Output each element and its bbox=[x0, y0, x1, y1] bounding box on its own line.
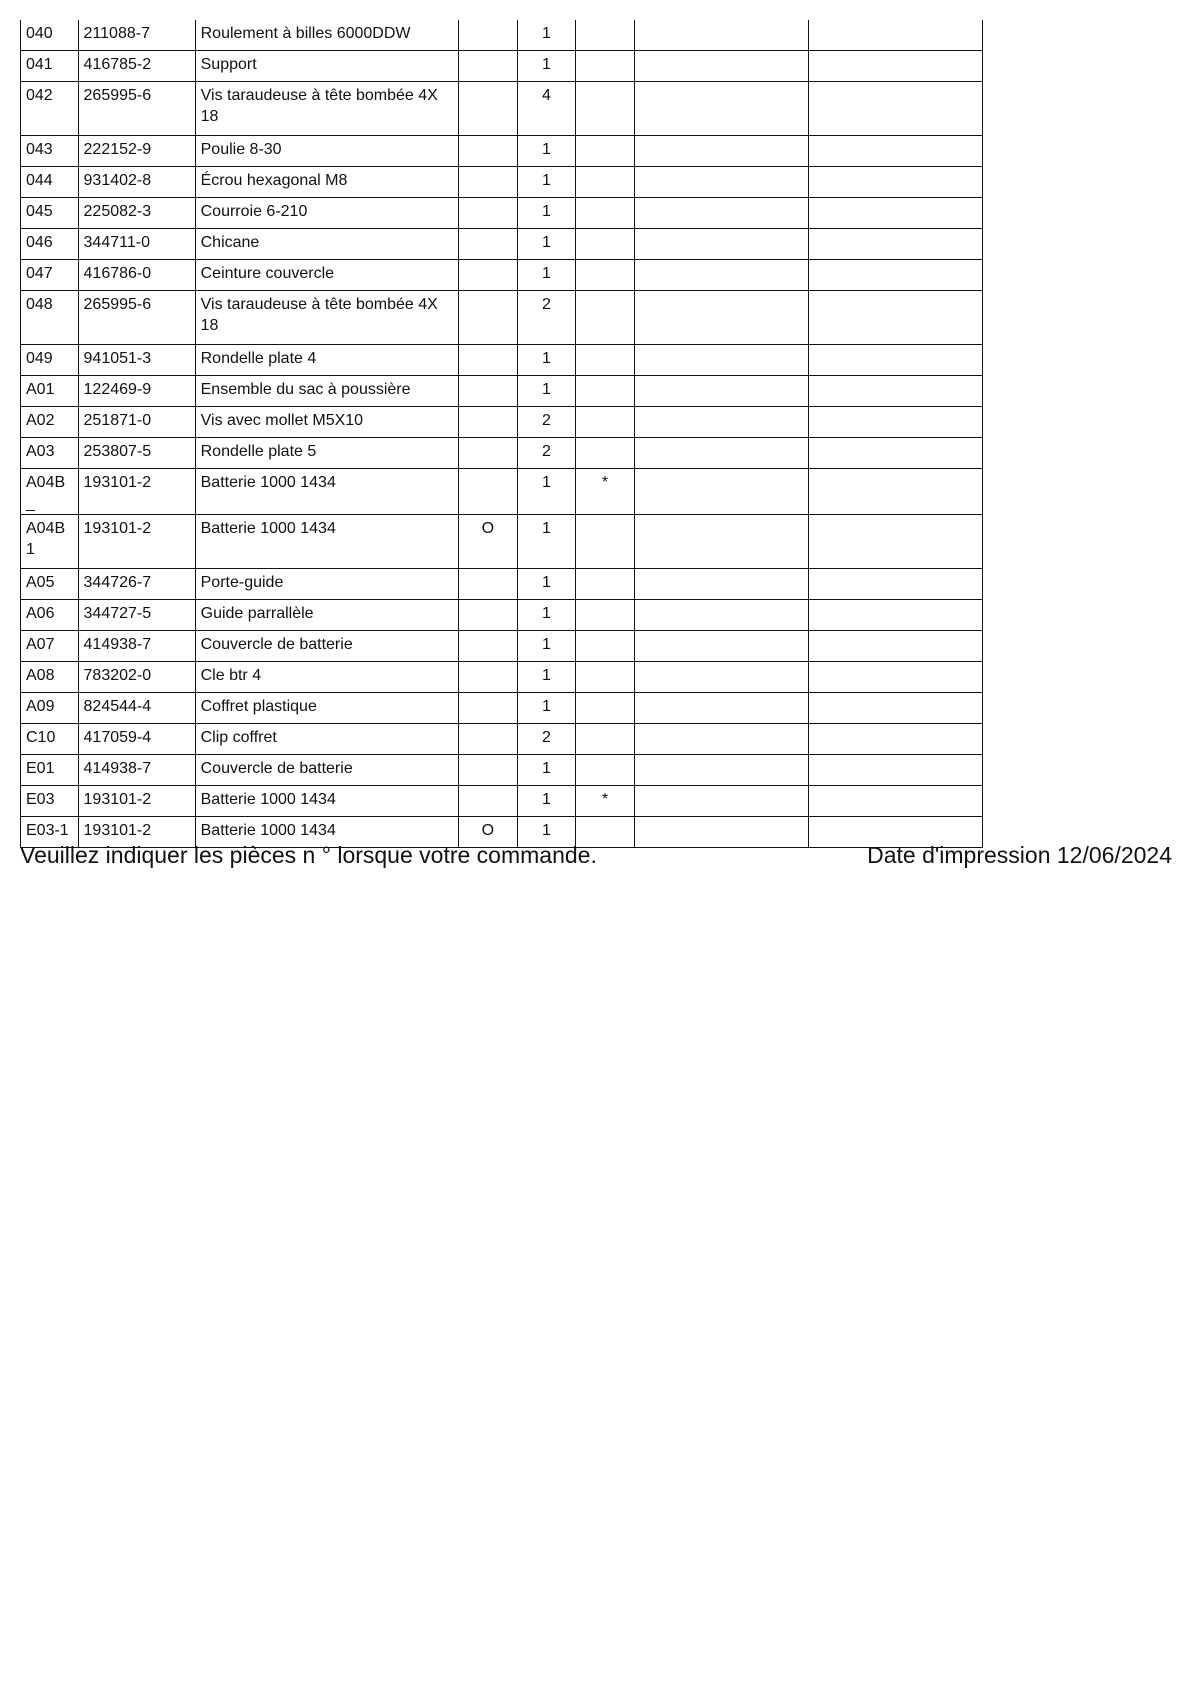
part-reference-cell: 253807-5 bbox=[78, 438, 195, 469]
mark-cell bbox=[576, 600, 635, 631]
option-cell bbox=[459, 82, 518, 136]
mark-cell bbox=[576, 82, 635, 136]
print-date: Date d'impression 12/06/2024 bbox=[867, 842, 1172, 868]
option-cell bbox=[459, 600, 518, 631]
part-reference-cell: 193101-2 bbox=[78, 786, 195, 817]
item-number-cell: 044 bbox=[21, 167, 79, 198]
empty-cell bbox=[809, 438, 983, 469]
part-reference-cell: 344726-7 bbox=[78, 569, 195, 600]
description-cell: Batterie 1000 1434 bbox=[195, 786, 458, 817]
part-reference-cell: 193101-2 bbox=[78, 817, 195, 848]
mark-cell bbox=[576, 724, 635, 755]
quantity-cell: 4 bbox=[517, 82, 576, 136]
option-cell bbox=[459, 51, 518, 82]
empty-cell bbox=[809, 662, 983, 693]
description-cell: Chicane bbox=[195, 229, 458, 260]
mark-cell bbox=[576, 229, 635, 260]
item-number-cell: C10 bbox=[21, 724, 79, 755]
item-number-cell: A01 bbox=[21, 376, 79, 407]
item-number-cell: A04B_ bbox=[21, 469, 79, 515]
empty-cell bbox=[809, 291, 983, 345]
item-number-cell: E03-1 bbox=[21, 817, 79, 848]
empty-cell bbox=[634, 569, 809, 600]
part-reference-cell: 344727-5 bbox=[78, 600, 195, 631]
empty-cell bbox=[634, 755, 809, 786]
part-reference-cell: 265995-6 bbox=[78, 82, 195, 136]
mark-cell bbox=[576, 631, 635, 662]
empty-cell bbox=[634, 82, 809, 136]
empty-cell bbox=[634, 662, 809, 693]
option-cell bbox=[459, 631, 518, 662]
item-number-cell: 042 bbox=[21, 82, 79, 136]
quantity-cell: 1 bbox=[517, 515, 576, 569]
item-number-cell: 046 bbox=[21, 229, 79, 260]
part-reference-cell: 211088-7 bbox=[78, 20, 195, 51]
description-cell: Batterie 1000 1434 bbox=[195, 817, 458, 848]
option-cell bbox=[459, 755, 518, 786]
option-cell bbox=[459, 345, 518, 376]
table-row bbox=[21, 229, 983, 260]
empty-cell bbox=[809, 260, 983, 291]
quantity-cell: 1 bbox=[517, 631, 576, 662]
empty-cell bbox=[634, 786, 809, 817]
empty-cell bbox=[809, 345, 983, 376]
table-row bbox=[21, 260, 983, 291]
empty-cell bbox=[809, 600, 983, 631]
part-reference-cell: 416785-2 bbox=[78, 51, 195, 82]
item-number-cell: A05 bbox=[21, 569, 79, 600]
option-cell bbox=[459, 693, 518, 724]
empty-cell bbox=[809, 20, 983, 51]
part-reference-cell: 193101-2 bbox=[78, 515, 195, 569]
item-number-cell: 047 bbox=[21, 260, 79, 291]
item-number-cell: A04B 1 bbox=[21, 515, 79, 569]
quantity-cell: 1 bbox=[517, 229, 576, 260]
option-cell bbox=[459, 260, 518, 291]
item-number-cell: E03 bbox=[21, 786, 79, 817]
empty-cell bbox=[809, 407, 983, 438]
empty-cell bbox=[634, 817, 809, 848]
part-reference-cell: 222152-9 bbox=[78, 136, 195, 167]
description-cell: Poulie 8-30 bbox=[195, 136, 458, 167]
mark-cell: * bbox=[576, 469, 635, 515]
empty-cell bbox=[809, 569, 983, 600]
quantity-cell: 1 bbox=[517, 469, 576, 515]
option-cell bbox=[459, 786, 518, 817]
empty-cell bbox=[809, 198, 983, 229]
description-cell: Rondelle plate 5 bbox=[195, 438, 458, 469]
description-cell: Couvercle de batterie bbox=[195, 755, 458, 786]
empty-cell bbox=[809, 693, 983, 724]
part-reference-cell: 414938-7 bbox=[78, 755, 195, 786]
quantity-cell: 1 bbox=[517, 198, 576, 229]
table-row bbox=[21, 345, 983, 376]
quantity-cell: 1 bbox=[517, 786, 576, 817]
option-cell bbox=[459, 229, 518, 260]
table-row bbox=[21, 631, 983, 662]
item-number-cell: 049 bbox=[21, 345, 79, 376]
option-cell bbox=[459, 724, 518, 755]
part-reference-cell: 251871-0 bbox=[78, 407, 195, 438]
quantity-cell: 2 bbox=[517, 291, 576, 345]
description-cell: Couvercle de batterie bbox=[195, 631, 458, 662]
mark-cell bbox=[576, 662, 635, 693]
item-number-cell: 040 bbox=[21, 20, 79, 51]
quantity-cell: 1 bbox=[517, 817, 576, 848]
empty-cell bbox=[634, 345, 809, 376]
part-reference-cell: 931402-8 bbox=[78, 167, 195, 198]
description-cell: Guide parrallèle bbox=[195, 600, 458, 631]
empty-cell bbox=[634, 291, 809, 345]
quantity-cell: 1 bbox=[517, 20, 576, 51]
mark-cell bbox=[576, 755, 635, 786]
empty-cell bbox=[634, 600, 809, 631]
empty-cell bbox=[634, 724, 809, 755]
mark-cell bbox=[576, 407, 635, 438]
item-number-cell: E01 bbox=[21, 755, 79, 786]
option-cell bbox=[459, 20, 518, 51]
empty-cell bbox=[809, 82, 983, 136]
item-number-cell: A07 bbox=[21, 631, 79, 662]
item-number-cell: A02 bbox=[21, 407, 79, 438]
item-number-cell: 043 bbox=[21, 136, 79, 167]
table-row bbox=[21, 407, 983, 438]
table-row bbox=[21, 136, 983, 167]
table-row bbox=[21, 662, 983, 693]
description-cell: Clip coffret bbox=[195, 724, 458, 755]
quantity-cell: 1 bbox=[517, 662, 576, 693]
part-reference-cell: 225082-3 bbox=[78, 198, 195, 229]
option-cell bbox=[459, 136, 518, 167]
quantity-cell: 1 bbox=[517, 600, 576, 631]
description-cell: Batterie 1000 1434 bbox=[195, 469, 458, 515]
empty-cell bbox=[809, 376, 983, 407]
item-number-cell: A03 bbox=[21, 438, 79, 469]
description-cell: Vis taraudeuse à tête bombée 4X 18 bbox=[195, 291, 458, 345]
option-cell bbox=[459, 198, 518, 229]
option-cell bbox=[459, 291, 518, 345]
mark-cell bbox=[576, 515, 635, 569]
table-row bbox=[21, 20, 983, 51]
empty-cell bbox=[634, 631, 809, 662]
item-number-cell: 045 bbox=[21, 198, 79, 229]
quantity-cell: 1 bbox=[517, 693, 576, 724]
part-reference-cell: 344711-0 bbox=[78, 229, 195, 260]
table-row bbox=[21, 569, 983, 600]
part-reference-cell: 122469-9 bbox=[78, 376, 195, 407]
item-number-cell: A08 bbox=[21, 662, 79, 693]
empty-cell bbox=[809, 515, 983, 569]
mark-cell bbox=[576, 376, 635, 407]
empty-cell bbox=[809, 469, 983, 515]
empty-cell bbox=[634, 469, 809, 515]
quantity-cell: 1 bbox=[517, 755, 576, 786]
description-cell: Roulement à billes 6000DDW bbox=[195, 20, 458, 51]
table-row bbox=[21, 724, 983, 755]
mark-cell bbox=[576, 167, 635, 198]
empty-cell bbox=[634, 376, 809, 407]
empty-cell bbox=[634, 167, 809, 198]
part-reference-cell: 941051-3 bbox=[78, 345, 195, 376]
description-cell: Vis avec mollet M5X10 bbox=[195, 407, 458, 438]
empty-cell bbox=[809, 755, 983, 786]
quantity-cell: 1 bbox=[517, 167, 576, 198]
empty-cell bbox=[634, 136, 809, 167]
quantity-cell: 1 bbox=[517, 51, 576, 82]
description-cell: Porte-guide bbox=[195, 569, 458, 600]
mark-cell bbox=[576, 291, 635, 345]
empty-cell bbox=[634, 693, 809, 724]
item-number-cell: 048 bbox=[21, 291, 79, 345]
mark-cell bbox=[576, 51, 635, 82]
empty-cell bbox=[809, 724, 983, 755]
empty-cell bbox=[634, 229, 809, 260]
mark-cell bbox=[576, 260, 635, 291]
table-row bbox=[21, 515, 983, 569]
part-reference-cell: 783202-0 bbox=[78, 662, 195, 693]
option-cell bbox=[459, 407, 518, 438]
empty-cell bbox=[634, 515, 809, 569]
table-row bbox=[21, 469, 983, 515]
option-cell bbox=[459, 376, 518, 407]
empty-cell bbox=[809, 136, 983, 167]
empty-cell bbox=[634, 51, 809, 82]
table-row bbox=[21, 600, 983, 631]
item-number-cell: A09 bbox=[21, 693, 79, 724]
table-row bbox=[21, 198, 983, 229]
description-cell: Batterie 1000 1434 bbox=[195, 515, 458, 569]
option-cell bbox=[459, 569, 518, 600]
empty-cell bbox=[634, 198, 809, 229]
option-cell: O bbox=[459, 515, 518, 569]
quantity-cell: 2 bbox=[517, 724, 576, 755]
part-reference-cell: 265995-6 bbox=[78, 291, 195, 345]
table-row bbox=[21, 167, 983, 198]
description-cell: Rondelle plate 4 bbox=[195, 345, 458, 376]
table-row bbox=[21, 755, 983, 786]
description-cell: Ensemble du sac à poussière bbox=[195, 376, 458, 407]
empty-cell bbox=[634, 407, 809, 438]
quantity-cell: 1 bbox=[517, 136, 576, 167]
order-instruction: Veuillez indiquer les pièces n ° lorsque votre commande. bbox=[20, 842, 597, 868]
option-cell bbox=[459, 469, 518, 515]
description-cell: Support bbox=[195, 51, 458, 82]
mark-cell bbox=[576, 136, 635, 167]
option-cell bbox=[459, 167, 518, 198]
quantity-cell: 1 bbox=[517, 376, 576, 407]
description-cell: Ceinture couvercle bbox=[195, 260, 458, 291]
empty-cell bbox=[809, 51, 983, 82]
parts-table-body bbox=[21, 20, 983, 848]
quantity-cell: 2 bbox=[517, 438, 576, 469]
empty-cell bbox=[634, 260, 809, 291]
option-cell: O bbox=[459, 817, 518, 848]
mark-cell bbox=[576, 20, 635, 51]
description-cell: Coffret plastique bbox=[195, 693, 458, 724]
description-cell: Cle btr 4 bbox=[195, 662, 458, 693]
table-row bbox=[21, 693, 983, 724]
mark-cell: * bbox=[576, 786, 635, 817]
table-row bbox=[21, 438, 983, 469]
quantity-cell: 1 bbox=[517, 569, 576, 600]
item-number-cell: A06 bbox=[21, 600, 79, 631]
table-row bbox=[21, 376, 983, 407]
mark-cell bbox=[576, 198, 635, 229]
quantity-cell: 1 bbox=[517, 260, 576, 291]
part-reference-cell: 414938-7 bbox=[78, 631, 195, 662]
quantity-cell: 1 bbox=[517, 345, 576, 376]
empty-cell bbox=[809, 167, 983, 198]
empty-cell bbox=[809, 786, 983, 817]
item-number-cell: 041 bbox=[21, 51, 79, 82]
mark-cell bbox=[576, 569, 635, 600]
table-row bbox=[21, 291, 983, 345]
option-cell bbox=[459, 438, 518, 469]
option-cell bbox=[459, 662, 518, 693]
part-reference-cell: 416786-0 bbox=[78, 260, 195, 291]
empty-cell bbox=[809, 631, 983, 662]
part-reference-cell: 193101-2 bbox=[78, 469, 195, 515]
quantity-cell: 2 bbox=[517, 407, 576, 438]
empty-cell bbox=[634, 20, 809, 51]
mark-cell bbox=[576, 345, 635, 376]
table-row bbox=[21, 786, 983, 817]
empty-cell bbox=[809, 229, 983, 260]
mark-cell bbox=[576, 693, 635, 724]
description-cell: Vis taraudeuse à tête bombée 4X 18 bbox=[195, 82, 458, 136]
mark-cell bbox=[576, 438, 635, 469]
parts-table bbox=[20, 20, 983, 848]
empty-cell bbox=[634, 438, 809, 469]
description-cell: Écrou hexagonal M8 bbox=[195, 167, 458, 198]
table-row bbox=[21, 82, 983, 136]
part-reference-cell: 824544-4 bbox=[78, 693, 195, 724]
description-cell: Courroie 6-210 bbox=[195, 198, 458, 229]
part-reference-cell: 417059-4 bbox=[78, 724, 195, 755]
table-row bbox=[21, 51, 983, 82]
